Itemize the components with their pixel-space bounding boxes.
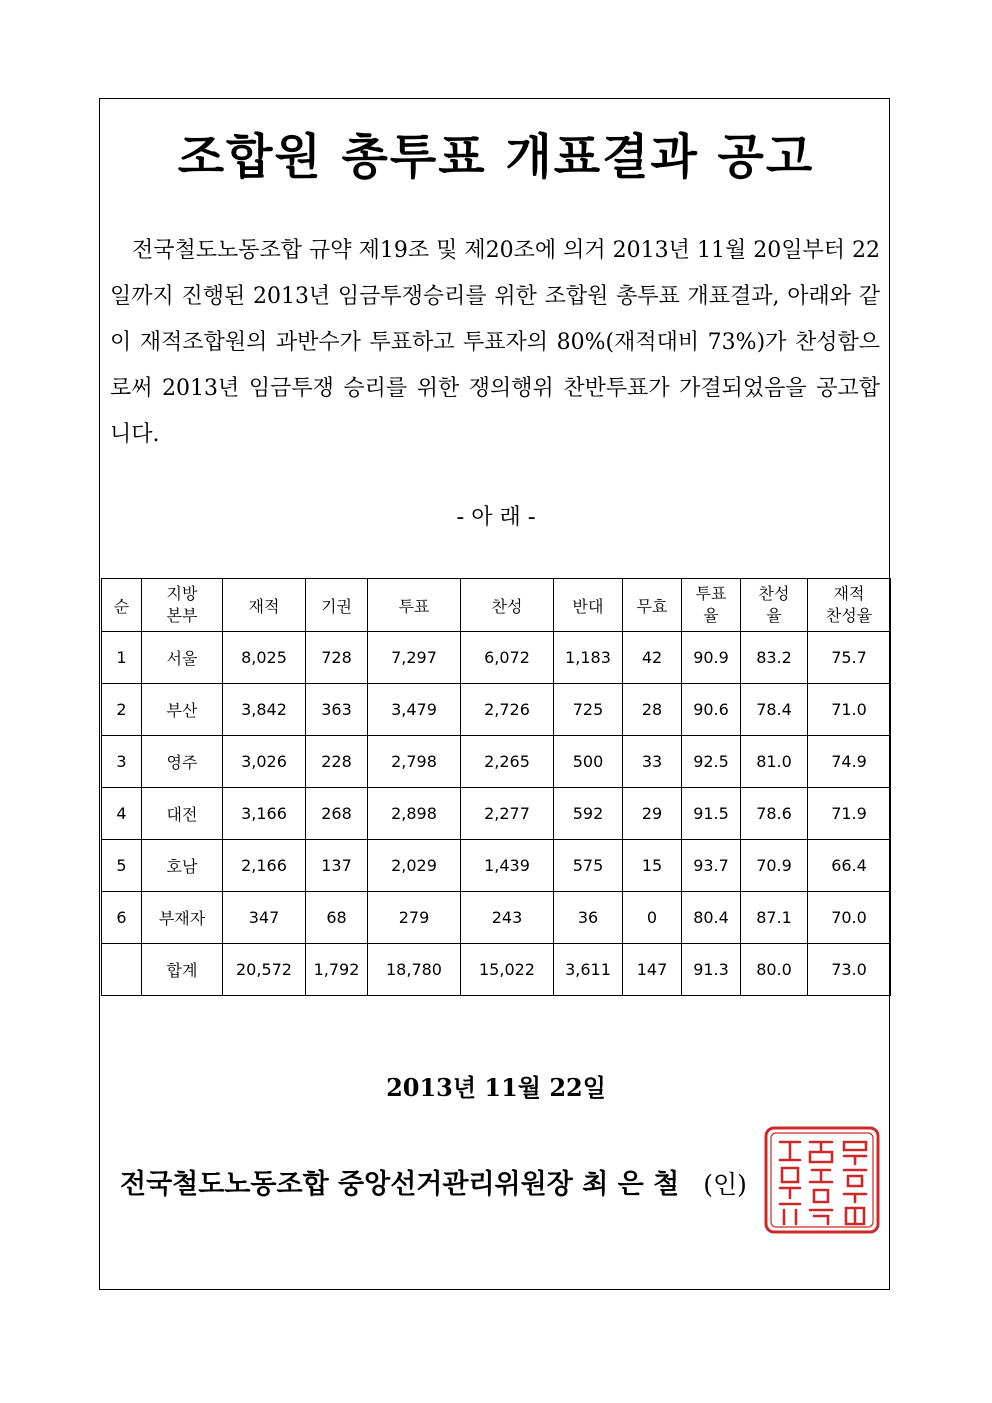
cell-no: 2 (102, 684, 142, 736)
cell-invalid: 33 (623, 736, 682, 788)
cell-invalid: 29 (623, 788, 682, 840)
cell-enrolled-approval: 73.0 (808, 944, 891, 996)
announcement-text: 전국철도노동조합 규약 제19조 및 제20조에 의거 2013년 11월 20일부터 22일까지 진행된 2013년 임금투쟁승리를 위한 조합원 총투표 개표결과, 아래와 같이 재적조합원의 과반수가 투표하고 투표자의 80%(재적대비 73%)가 찬성함으로써 2013년 임금투쟁 승리를 위한 쟁의행위 찬반투표가 가결되었음을 공고합니다. (110, 238, 880, 447)
table-row (102, 788, 891, 840)
cell-invalid: 28 (623, 684, 682, 736)
cell-voted: 18,780 (368, 944, 461, 996)
header-voted: 투표 (368, 579, 461, 632)
cell-invalid: 15 (623, 840, 682, 892)
cell-enrolled: 347 (223, 892, 306, 944)
cell-enrolled-approval: 71.9 (808, 788, 891, 840)
signatory: 전국철도노동조합 중앙선거관리위원장 최 은 철 (120, 1169, 680, 1200)
header-turnout-line1: 투표 (695, 584, 727, 603)
cell-turnout: 90.6 (682, 684, 741, 736)
cell-invalid: 42 (623, 632, 682, 684)
cell-enrolled-approval: 75.7 (808, 632, 891, 684)
table-row (102, 892, 891, 944)
cell-yes: 2,726 (461, 684, 554, 736)
cell-region: 부산 (142, 684, 223, 736)
cell-approval: 70.9 (741, 840, 808, 892)
cell-voted: 3,479 (368, 684, 461, 736)
header-turnout-line2: 율 (703, 606, 719, 625)
header-no: 순 (102, 579, 142, 632)
announcement-paragraph (110, 228, 880, 458)
cell-no-votes: 725 (554, 684, 623, 736)
cell-no-votes: 3,611 (554, 944, 623, 996)
announcement-date: 2013년 11월 22일 (386, 1073, 606, 1102)
cell-region: 부재자 (142, 892, 223, 944)
cell-no: 4 (102, 788, 142, 840)
header-region (142, 579, 223, 632)
header-no-votes: 반대 (554, 579, 623, 632)
cell-invalid: 0 (623, 892, 682, 944)
cell-no-votes: 36 (554, 892, 623, 944)
cell-enrolled-approval: 70.0 (808, 892, 891, 944)
cell-yes: 1,439 (461, 840, 554, 892)
cell-abstain: 268 (306, 788, 368, 840)
cell-no: 6 (102, 892, 142, 944)
cell-approval: 87.1 (741, 892, 808, 944)
cell-enrolled-approval: 74.9 (808, 736, 891, 788)
cell-no-votes: 500 (554, 736, 623, 788)
cell-yes: 15,022 (461, 944, 554, 996)
cell-no: 1 (102, 632, 142, 684)
cell-enrolled: 3,026 (223, 736, 306, 788)
cell-voted: 279 (368, 892, 461, 944)
cell-voted: 2,029 (368, 840, 461, 892)
cell-no-votes: 592 (554, 788, 623, 840)
cell-enrolled-approval: 71.0 (808, 684, 891, 736)
cell-approval: 78.6 (741, 788, 808, 840)
cell-yes: 2,277 (461, 788, 554, 840)
cell-voted: 2,798 (368, 736, 461, 788)
header-turnout (682, 579, 741, 632)
cell-turnout: 91.3 (682, 944, 741, 996)
cell-approval: 83.2 (741, 632, 808, 684)
cell-no-votes: 1,183 (554, 632, 623, 684)
seal-glyphs (780, 1142, 866, 1224)
cell-yes: 243 (461, 892, 554, 944)
cell-enrolled: 3,842 (223, 684, 306, 736)
header-region-line2: 본부 (166, 606, 198, 625)
cell-abstain: 68 (306, 892, 368, 944)
official-seal-icon (762, 1124, 882, 1236)
cell-turnout: 90.9 (682, 632, 741, 684)
table-row (102, 736, 891, 788)
cell-turnout: 91.5 (682, 788, 741, 840)
cell-abstain: 137 (306, 840, 368, 892)
cell-voted: 7,297 (368, 632, 461, 684)
cell-abstain: 228 (306, 736, 368, 788)
table-row (102, 632, 891, 684)
cell-region: 서울 (142, 632, 223, 684)
cell-invalid: 147 (623, 944, 682, 996)
cell-no-votes: 575 (554, 840, 623, 892)
vote-results-table (101, 578, 891, 996)
cell-turnout: 92.5 (682, 736, 741, 788)
cell-no (102, 944, 142, 996)
cell-approval: 80.0 (741, 944, 808, 996)
cell-region: 대전 (142, 788, 223, 840)
cell-no: 3 (102, 736, 142, 788)
cell-turnout: 93.7 (682, 840, 741, 892)
details-heading: - 아 래 - (456, 505, 536, 530)
cell-yes: 6,072 (461, 632, 554, 684)
cell-enrolled: 20,572 (223, 944, 306, 996)
table-total-row (102, 944, 891, 996)
cell-voted: 2,898 (368, 788, 461, 840)
table-header-row (102, 579, 891, 632)
header-region-line1: 지방 (166, 584, 198, 603)
cell-turnout: 80.4 (682, 892, 741, 944)
cell-enrolled: 3,166 (223, 788, 306, 840)
cell-no: 5 (102, 840, 142, 892)
header-abstain: 기권 (306, 579, 368, 632)
header-enrolled-approval (808, 579, 891, 632)
cell-abstain: 363 (306, 684, 368, 736)
cell-approval: 78.4 (741, 684, 808, 736)
header-approval-line2: 율 (766, 606, 782, 625)
signature-line (120, 1162, 747, 1201)
cell-region: 영주 (142, 736, 223, 788)
cell-approval: 81.0 (741, 736, 808, 788)
table-row (102, 684, 891, 736)
stamp-mark: (인) (703, 1170, 747, 1199)
cell-region: 호남 (142, 840, 223, 892)
header-yes: 찬성 (461, 579, 554, 632)
table-row (102, 840, 891, 892)
document-title: 조합원 총투표 개표결과 공고 (177, 129, 815, 185)
header-approval-line1: 찬성 (758, 584, 790, 603)
cell-enrolled: 2,166 (223, 840, 306, 892)
header-approval (741, 579, 808, 632)
cell-abstain: 728 (306, 632, 368, 684)
cell-region: 합계 (142, 944, 223, 996)
header-enrolled-approval-line2: 찬성율 (825, 606, 873, 625)
cell-abstain: 1,792 (306, 944, 368, 996)
header-invalid: 무효 (623, 579, 682, 632)
cell-yes: 2,265 (461, 736, 554, 788)
cell-enrolled-approval: 66.4 (808, 840, 891, 892)
cell-enrolled: 8,025 (223, 632, 306, 684)
header-enrolled: 재적 (223, 579, 306, 632)
header-enrolled-approval-line1: 재적 (833, 584, 865, 603)
